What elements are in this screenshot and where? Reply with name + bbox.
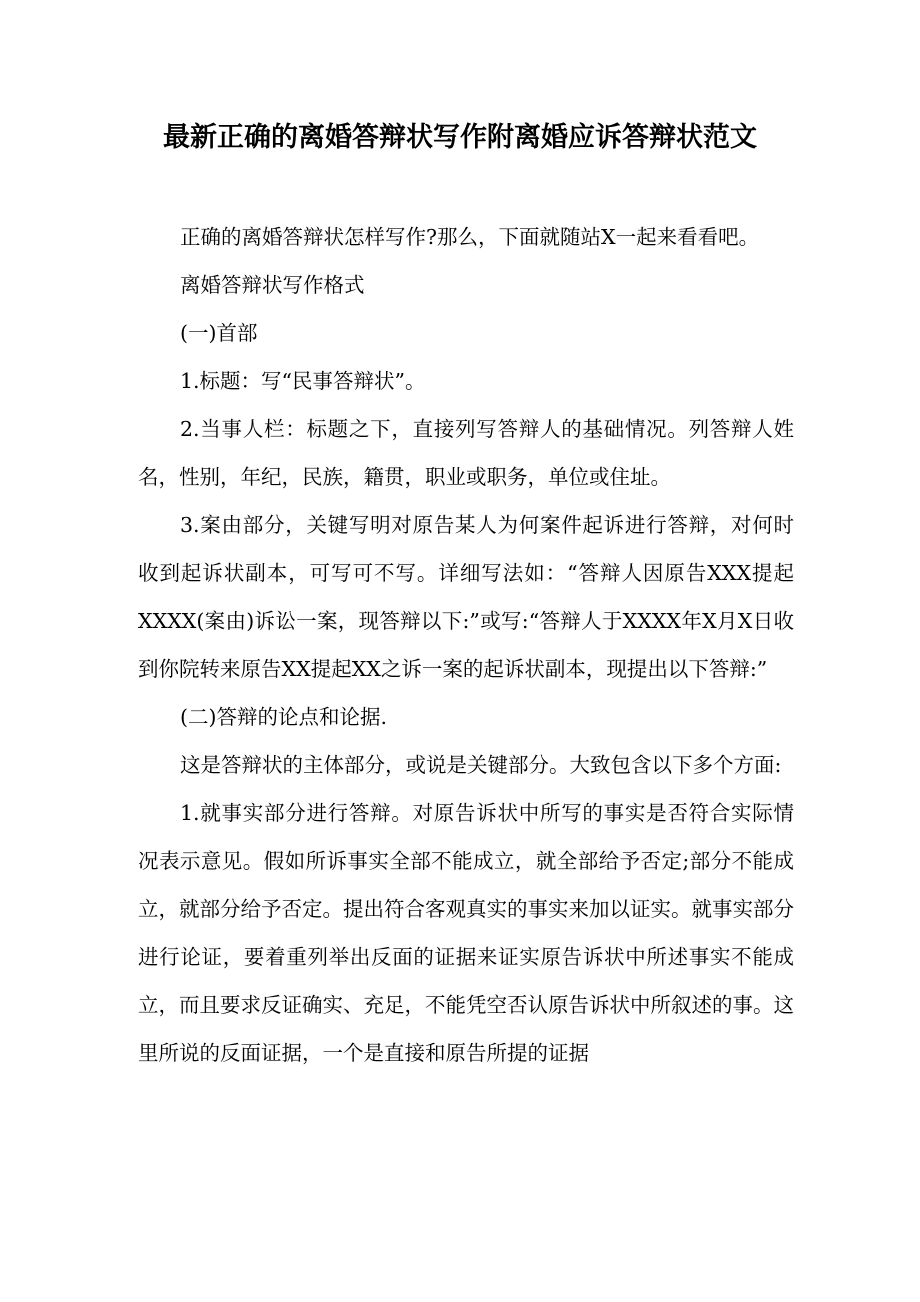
paragraph-title-item: 1.标题：写“民事答辩状”。 bbox=[180, 369, 426, 393]
document-title: 最新正确的离婚答辩状写作附离婚应诉答辩状范文 bbox=[163, 122, 757, 153]
paragraph-party-item: 2.当事人栏：标题之下，直接列写答辩人的基础情况。列答辩人姓名，性别，年纪，民族，籍贯，职业或职务，单位或住址。 bbox=[138, 417, 794, 489]
paragraph-cause-item: 3.案由部分，关键写明对原告某人为何案件起诉进行答辩，对何时收到起诉状副本，可写可不写。详细写法如：“答辩人因原告XXX提起XXXX(案由)诉讼一案，现答辩以下:”或写:“答辩人于XXXX年X月X日收到你院转来原告XX提起XX之诉一案的起诉状副本，现提出以下答辩:” bbox=[138, 513, 794, 681]
paragraph-main-body: 这是答辩状的主体部分，或说是关键部分。大致包含以下多个方面: bbox=[180, 753, 782, 777]
paragraph-section-header: (一)首部 bbox=[180, 321, 258, 345]
paragraph-intro: 正确的离婚答辩状怎样写作?那么，下面就随站X一起来看看吧。 bbox=[180, 225, 760, 249]
paragraph-facts-item: 1.就事实部分进行答辩。对原告诉状中所写的事实是否符合实际情况表示意见。假如所诉事实全部不能成立，就全部给予否定;部分不能成立，就部分给予否定。提出符合客观真实的事实来加以证实。就事实部分进行论证，要着重列举出反面的证据来证实原告诉状中所述事实不能成立，而且要求反证确实、充足，不能凭空否认原告诉状中所叙述的事。这里所说的反面证据，一个是直接和原告所提的证据 bbox=[138, 801, 794, 1065]
paragraph-section-arguments: (二)答辩的论点和论据. bbox=[180, 705, 388, 729]
paragraph-format-heading: 离婚答辩状写作格式 bbox=[180, 273, 365, 297]
document-body bbox=[138, 213, 794, 1077]
